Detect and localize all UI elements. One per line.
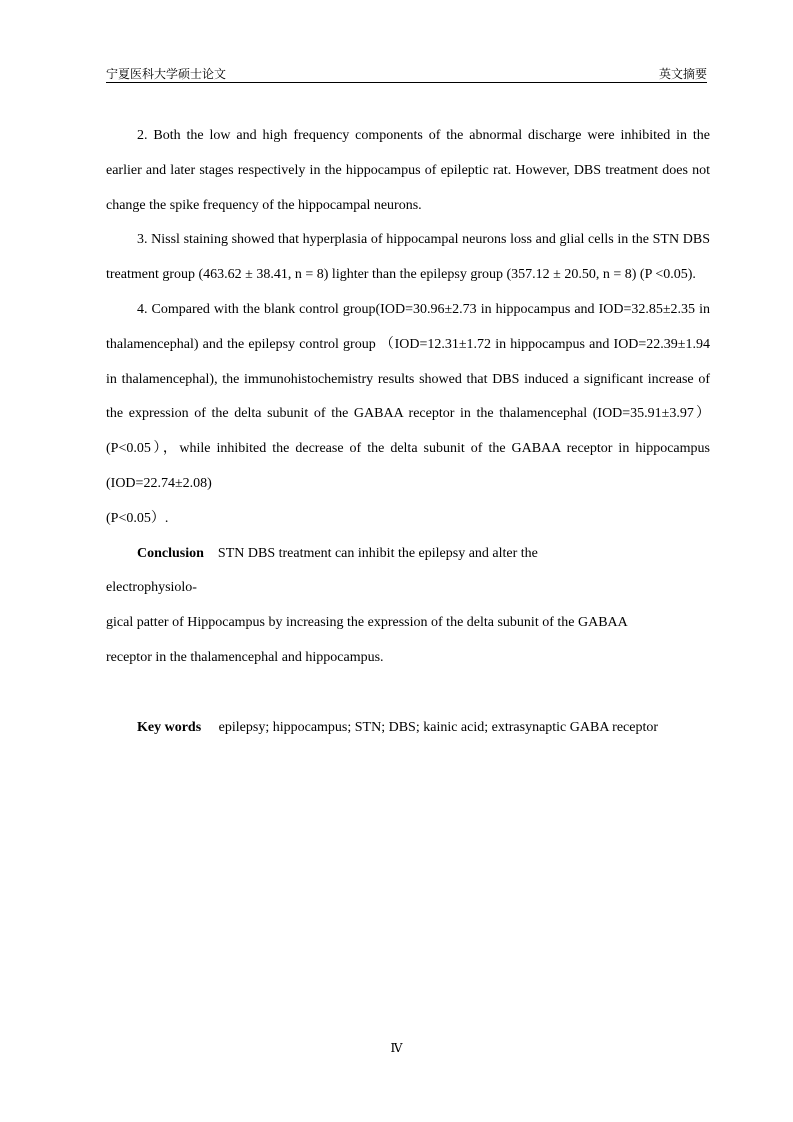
conclusion-line-2: electrophysiolo- [106, 580, 197, 596]
keywords-label: Key words [137, 719, 202, 735]
header-thesis-title: 宁夏医科大学硕士论文 [106, 67, 227, 81]
conclusion-text: STN DBS treatment can inhibit the epilepsy and alter the [217, 545, 538, 561]
keywords-paragraph [106, 711, 710, 746]
page-body [106, 119, 710, 745]
paragraph-3: 3. Nissl staining showed that hyperplasia of hippocampal neurons loss and glial cells in the STN DBS treatment group (463.62 ± 38.41, n = 8) lighter than the epilepsy group (357.12 ± 20.50, n = 8) (P <0.05). [106, 232, 710, 283]
keywords-text: epilepsy; hippocampus; STN; DBS; kainic acid; extrasynaptic GABA receptor [218, 719, 659, 735]
page-number: Ⅳ [390, 1041, 403, 1055]
header-section-title: 英文摘要 [658, 67, 707, 81]
conclusion-paragraph [106, 537, 710, 572]
paragraph-4: 4. Compared with the blank control group(IOD=30.96±2.73 in hippocampus and IOD=32.85±2.35 in thalamencephal) and the epilepsy control group （IOD=12.31±1.72 in hippocampus and IOD=22.39±1.94 in thalamencephal), the immunohistochemistry results showed that DBS induced a significant increase of the expression of the delta subunit of the GABAA receptor in the thalamencephal (IOD=35.91±3.97）(P<0.05），while inhibited the decrease of the delta subunit of the GABAA receptor in hippocampus (IOD=22.74±2.08) [106, 301, 710, 491]
header-rule [106, 82, 707, 83]
paragraph-4-tail: (P<0.05）. [106, 510, 169, 526]
blank-line [106, 676, 710, 711]
conclusion-line-4: receptor in the thalamencephal and hippocampus. [106, 649, 384, 665]
conclusion-line-3: gical patter of Hippocampus by increasing the expression of the delta subunit of the GABAA [106, 615, 628, 631]
conclusion-label: Conclusion [137, 545, 204, 561]
paragraph-2: 2. Both the low and high frequency components of the abnormal discharge were inhibited in the earlier and later stages respectively in the hippocampus of epileptic rat. However, DBS treatment does not change the spike frequency of the hippocampal neurons. [106, 128, 710, 213]
